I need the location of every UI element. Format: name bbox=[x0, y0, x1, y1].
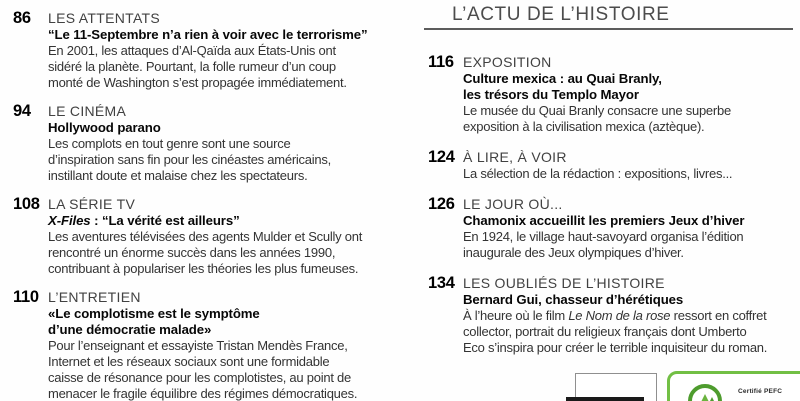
toc-entry-110 bbox=[13, 289, 413, 401]
pefc-label: Certifié PEFC bbox=[738, 388, 783, 395]
entry-page-number: 110 bbox=[13, 288, 39, 306]
entry-page-number: 124 bbox=[428, 148, 455, 166]
entry-body-line: Le musée du Quai Branly consacre une superbe bbox=[463, 103, 731, 118]
entry-body-line: instillant doute et malaise chez les spectateurs. bbox=[48, 168, 308, 183]
toc-entry-124 bbox=[424, 149, 800, 182]
entry-body-line: Internet et les réseaux sociaux sont une formidable bbox=[48, 354, 330, 369]
entry-title: Bernard Gui, chasseur d’hérétiques bbox=[463, 292, 684, 307]
entry-category: LES OUBLIÉS DE L’HISTOIRE bbox=[463, 275, 665, 291]
toc-right-column bbox=[424, 4, 800, 370]
barcode-top-edge bbox=[566, 397, 644, 401]
entry-category: LES ATTENTATS bbox=[48, 10, 161, 26]
entry-category: L’ENTRETIEN bbox=[48, 289, 141, 305]
entry-title: Chamonix accueillit les premiers Jeux d’hiver bbox=[463, 213, 745, 228]
entry-page-number: 134 bbox=[428, 274, 455, 292]
entry-category: LA SÉRIE TV bbox=[48, 196, 136, 212]
entry-body-line: collector, portrait du religieux français dont Umberto bbox=[463, 324, 747, 339]
entry-title: d’une démocratie malade» bbox=[48, 322, 212, 337]
entry-title bbox=[48, 213, 413, 229]
entry-category: EXPOSITION bbox=[463, 54, 552, 70]
entry-body-line: inaugurale des Jeux olympiques d’hiver. bbox=[463, 245, 684, 260]
entry-page-number: 116 bbox=[428, 53, 454, 71]
entry-page-number: 94 bbox=[13, 102, 31, 120]
entry-body-line: monté de Washington s’est propagée immédiatement. bbox=[48, 75, 347, 90]
toc-entry-86 bbox=[13, 10, 413, 91]
section-header: L’ACTU DE L’HISTOIRE bbox=[452, 4, 670, 25]
entry-body-line: La sélection de la rédaction : expositions, livres... bbox=[463, 166, 733, 181]
pefc-logo-icon bbox=[688, 384, 722, 401]
entry-body-line: Pour l’enseignant et essayiste Tristan Mendès France, bbox=[48, 338, 348, 353]
entry-body-text: ressort en coffret bbox=[670, 308, 767, 323]
entry-page-number: 108 bbox=[13, 195, 40, 213]
entry-body-line: contribuant à populariser les théories les plus fumeuses. bbox=[48, 261, 359, 276]
entry-body-line: Les aventures télévisées des agents Mulder et Scully ont bbox=[48, 229, 363, 244]
entry-body-line: menacer le fragile équilibre des régimes démocratiques. bbox=[48, 386, 358, 401]
entry-title: les trésors du Templo Mayor bbox=[463, 87, 639, 102]
entry-body-text: À l’heure où le film bbox=[463, 308, 569, 323]
entry-body-line: Eco s’inspira pour créer le terrible inquisiteur du roman. bbox=[463, 340, 768, 355]
entry-title: “Le 11-Septembre n’a rien à voir avec le terrorisme” bbox=[48, 27, 368, 42]
entry-body-line: Les complots en tout genre sont une source bbox=[48, 136, 291, 151]
toc-entry-134 bbox=[424, 275, 800, 356]
entry-body-line: rencontré un énorme succès dans les années 1990, bbox=[48, 245, 336, 260]
entry-body-line: d’inspiration sans fin pour les cinéastes américains, bbox=[48, 152, 332, 167]
entry-body-italic: Le Nom de la rose bbox=[568, 308, 671, 323]
entry-body-line: En 1924, le village haut-savoyard organisa l’édition bbox=[463, 229, 744, 244]
toc-entry-108 bbox=[13, 196, 413, 277]
toc-entry-126 bbox=[424, 196, 800, 261]
entry-body-line: sidéré la planète. Pourtant, la folle rumeur d’un coup bbox=[48, 59, 336, 74]
entry-title: Culture mexica : au Quai Branly, bbox=[463, 71, 662, 86]
entry-page-number: 86 bbox=[13, 9, 31, 27]
entry-category: À LIRE, À VOIR bbox=[463, 149, 567, 165]
entry-title-italic: X-Files bbox=[48, 213, 91, 228]
entry-category: LE JOUR OÙ... bbox=[463, 196, 563, 212]
entry-body-line: En 2001, les attaques d’Al-Qaïda aux États-Unis ont bbox=[48, 43, 336, 58]
entry-title: Hollywood parano bbox=[48, 120, 161, 135]
toc-entry-94 bbox=[13, 103, 413, 184]
entry-title-rest: : “La vérité est ailleurs” bbox=[90, 213, 240, 228]
toc-left-column bbox=[13, 10, 413, 401]
section-header-rule bbox=[424, 4, 793, 30]
entry-page-number: 126 bbox=[428, 195, 455, 213]
entry-body-line: caisse de résonance pour les complotistes, au point de bbox=[48, 370, 352, 385]
entry-title: «Le complotisme est le symptôme bbox=[48, 306, 260, 321]
pefc-certification-badge bbox=[667, 371, 800, 401]
entry-body-line bbox=[463, 308, 800, 324]
toc-entry-116 bbox=[424, 54, 800, 135]
entry-category: LE CINÉMA bbox=[48, 103, 127, 119]
entry-body-line: exposition à la civilisation mexica (aztèque). bbox=[463, 119, 705, 134]
